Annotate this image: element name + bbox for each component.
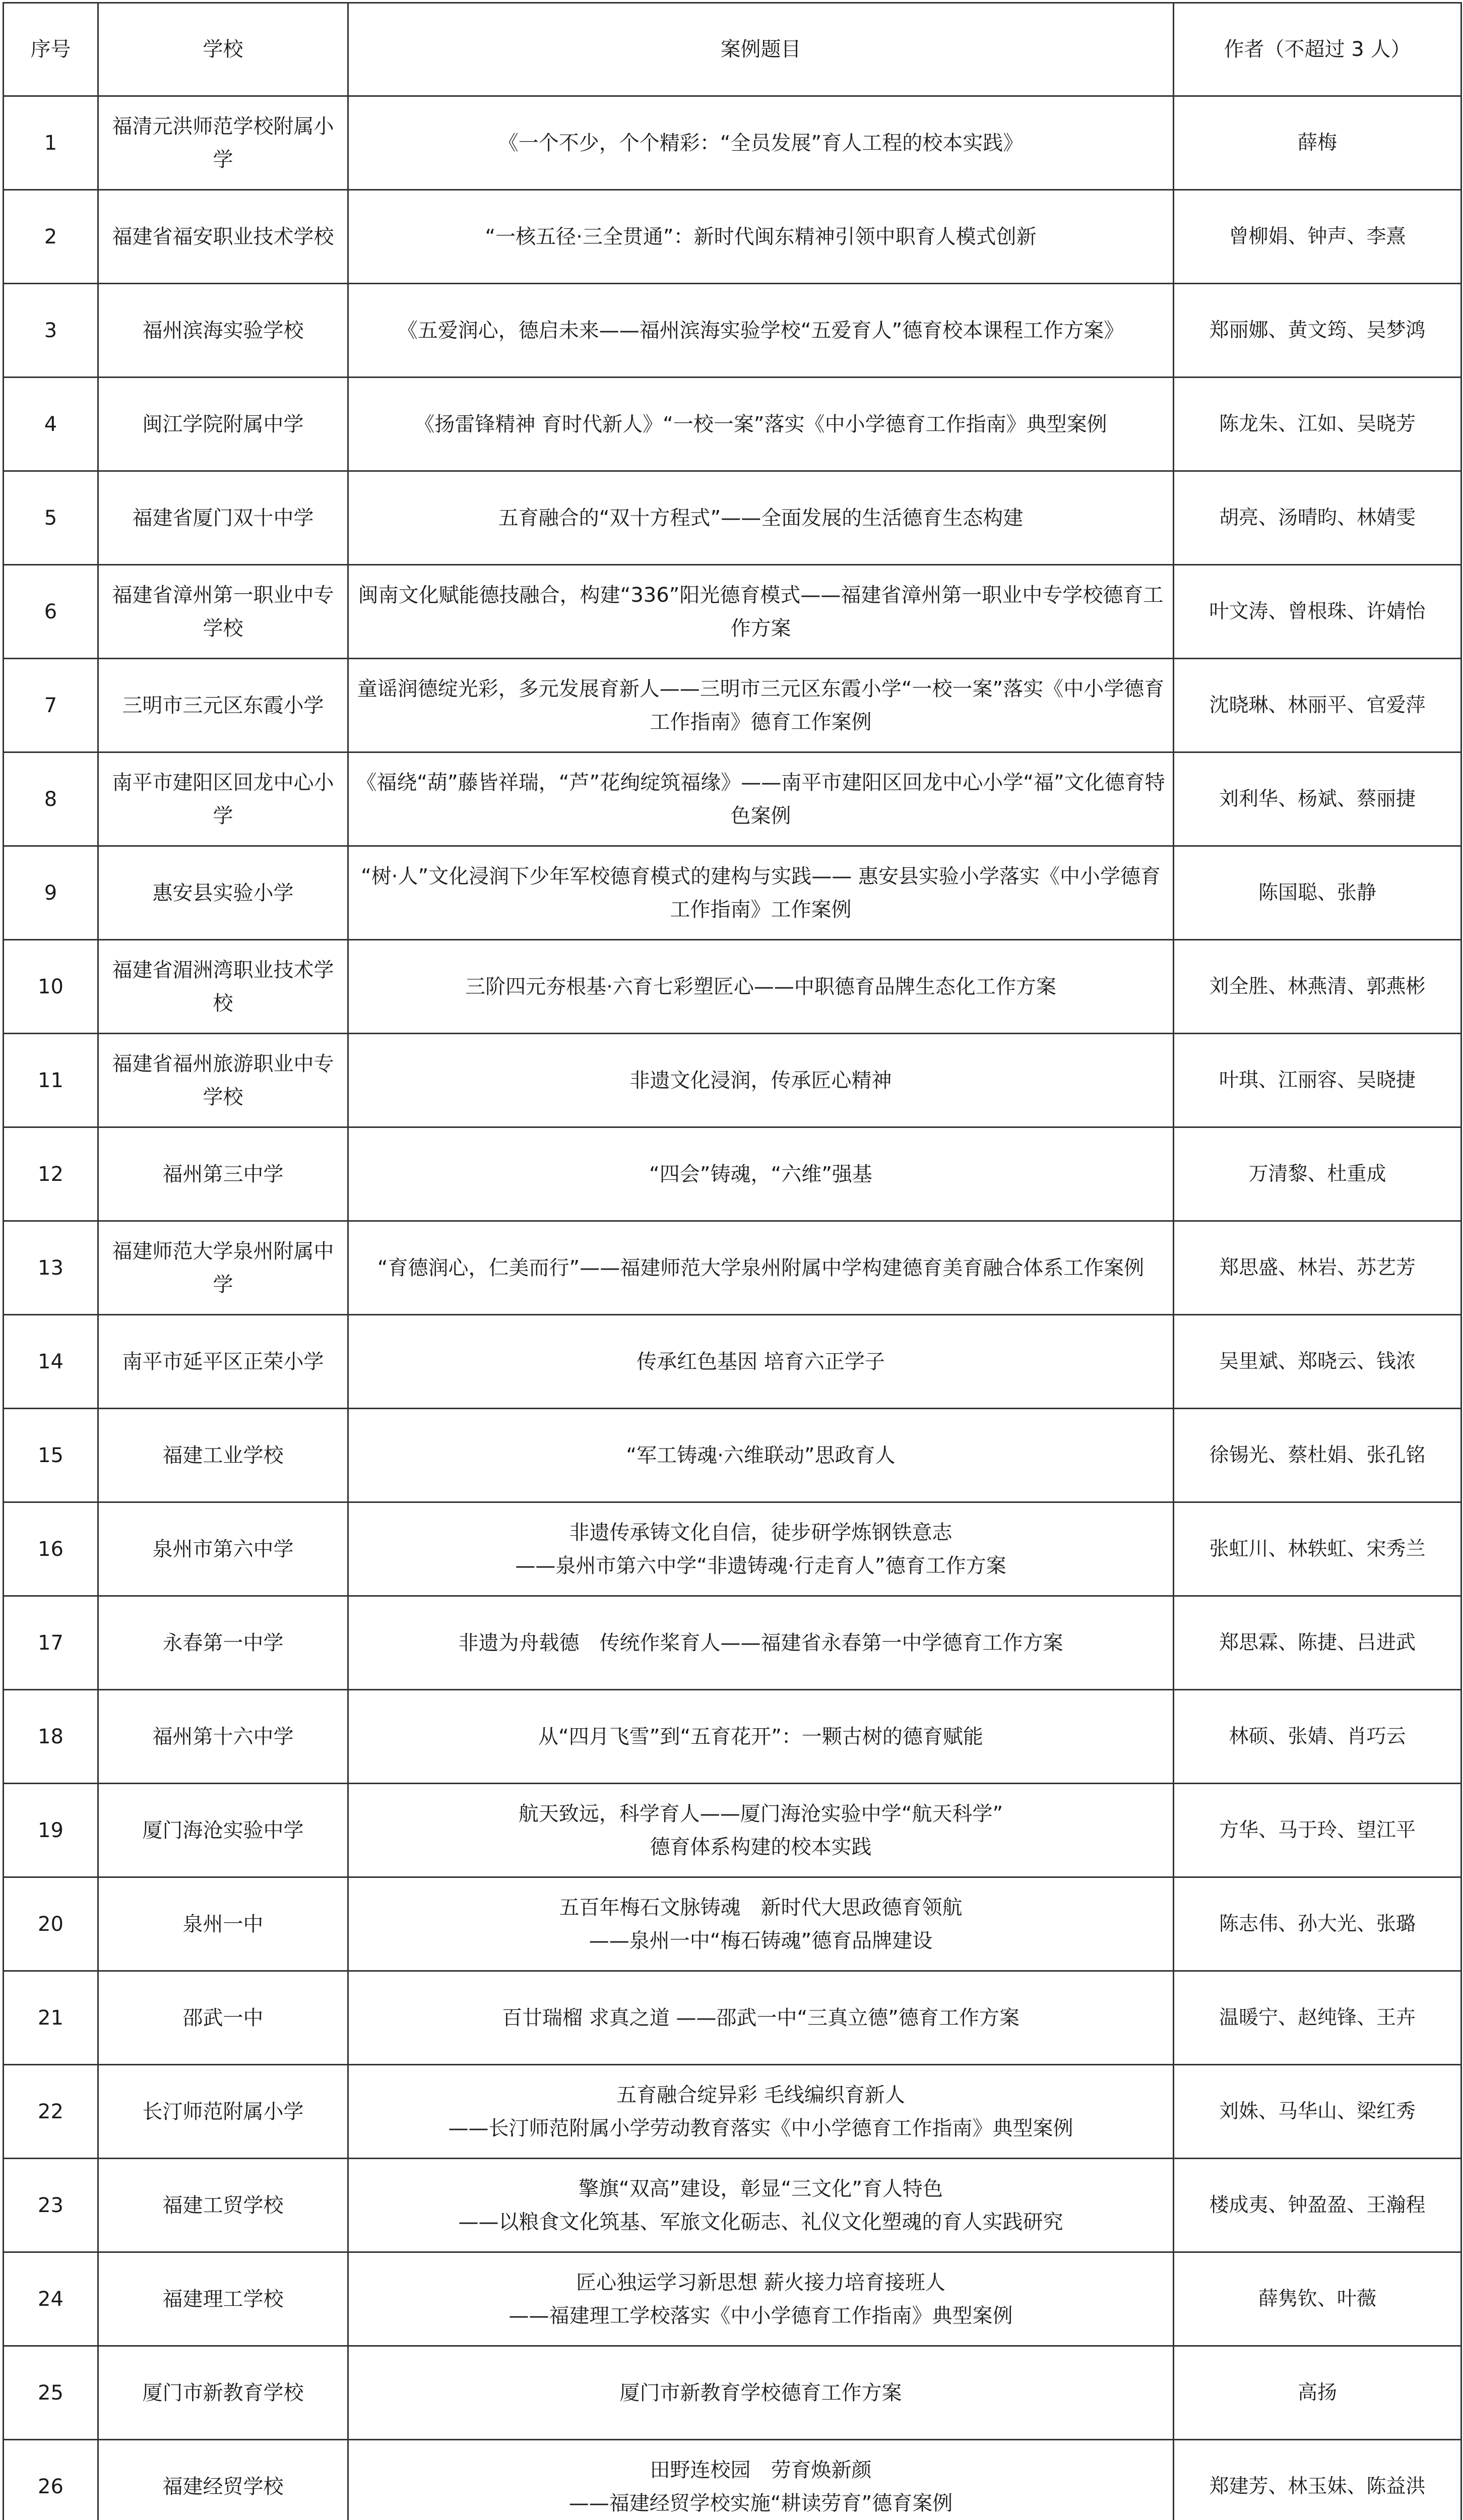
table-row (4, 2159, 1461, 2252)
row-number-cell: 22 (4, 2065, 98, 2159)
school-cell: 福建省福安职业技术学校 (98, 190, 348, 284)
case-title-cell: 非遗为舟载德 传统作桨育人——福建省永春第一中学德育工作方案 (348, 1596, 1174, 1690)
table-header-row (4, 3, 1461, 96)
row-number-cell: 11 (4, 1034, 98, 1127)
case-title-cell: 从“四月飞雪”到“五育花开”：一颗古树的德育赋能 (348, 1690, 1174, 1784)
authors-cell: 徐锡光、蔡杜娟、张孔铭 (1174, 1409, 1461, 1502)
table-row (4, 1596, 1461, 1690)
header-authors: 作者（不超过 3 人） (1174, 3, 1461, 96)
row-number-cell: 17 (4, 1596, 98, 1690)
authors-cell: 刘姝、马华山、梁红秀 (1174, 2065, 1461, 2159)
authors-cell: 薛隽钦、叶薇 (1174, 2252, 1461, 2346)
case-title-cell: “军工铸魂·六维联动”思政育人 (348, 1409, 1174, 1502)
row-number-cell: 6 (4, 565, 98, 659)
school-cell: 福清元洪师范学校附属小学 (98, 96, 348, 190)
school-cell: 邵武一中 (98, 1971, 348, 2065)
table-row (4, 752, 1461, 846)
school-cell: 南平市延平区正荣小学 (98, 1315, 348, 1409)
authors-cell: 郑思霖、陈捷、吕进武 (1174, 1596, 1461, 1690)
authors-cell: 林硕、张婧、肖巧云 (1174, 1690, 1461, 1784)
table-row (4, 96, 1461, 190)
table-row (4, 2440, 1461, 2520)
table-row (4, 659, 1461, 752)
table-row (4, 1221, 1461, 1315)
table-row (4, 377, 1461, 471)
authors-cell: 万清黎、杜重成 (1174, 1127, 1461, 1221)
table-row (4, 1409, 1461, 1502)
table-row (4, 284, 1461, 377)
header-number: 序号 (4, 3, 98, 96)
row-number-cell: 3 (4, 284, 98, 377)
row-number-cell: 25 (4, 2346, 98, 2440)
case-title-cell: 非遗文化浸润，传承匠心精神 (348, 1034, 1174, 1127)
row-number-cell: 14 (4, 1315, 98, 1409)
row-number-cell: 19 (4, 1784, 98, 1877)
school-cell: 厦门市新教育学校 (98, 2346, 348, 2440)
case-title-cell: 《一个不少，个个精彩：“全员发展”育人工程的校本实践》 (348, 96, 1174, 190)
school-cell: 厦门海沧实验中学 (98, 1784, 348, 1877)
authors-cell: 曾柳娟、钟声、李熹 (1174, 190, 1461, 284)
case-title-cell: 五育融合的“双十方程式”——全面发展的生活德育生态构建 (348, 471, 1174, 565)
table-row (4, 1690, 1461, 1784)
school-cell: 福州第三中学 (98, 1127, 348, 1221)
authors-cell: 张虹川、林轶虹、宋秀兰 (1174, 1502, 1461, 1596)
school-cell: 福建省厦门双十中学 (98, 471, 348, 565)
table-row (4, 1315, 1461, 1409)
header-school: 学校 (98, 3, 348, 96)
header-case-title: 案例题目 (348, 3, 1174, 96)
school-cell: 福建省漳州第一职业中专学校 (98, 565, 348, 659)
case-title-cell: 田野连校园 劳育焕新颜 ——福建经贸学校实施“耕读劳育”德育案例 (348, 2440, 1174, 2520)
case-title-cell: “四会”铸魂，“六维”强基 (348, 1127, 1174, 1221)
table-body (4, 96, 1461, 2520)
table-row (4, 846, 1461, 940)
authors-cell: 陈龙朱、江如、吴晓芳 (1174, 377, 1461, 471)
authors-cell: 陈志伟、孙大光、张璐 (1174, 1877, 1461, 1971)
authors-cell: 高扬 (1174, 2346, 1461, 2440)
table-row (4, 2065, 1461, 2159)
case-title-cell: “育德润心，仁美而行”——福建师范大学泉州附属中学构建德育美育融合体系工作案例 (348, 1221, 1174, 1315)
row-number-cell: 1 (4, 96, 98, 190)
case-title-cell: 五百年梅石文脉铸魂 新时代大思政德育领航 ——泉州一中“梅石铸魂”德育品牌建设 (348, 1877, 1174, 1971)
case-title-cell: 传承红色基因 培育六正学子 (348, 1315, 1174, 1409)
school-cell: 惠安县实验小学 (98, 846, 348, 940)
table-row (4, 1784, 1461, 1877)
table-row (4, 1502, 1461, 1596)
school-cell: 福建经贸学校 (98, 2440, 348, 2520)
row-number-cell: 13 (4, 1221, 98, 1315)
school-cell: 福州第十六中学 (98, 1690, 348, 1784)
table-row (4, 471, 1461, 565)
case-title-cell: 《扬雷锋精神 育时代新人》“一校一案”落实《中小学德育工作指南》典型案例 (348, 377, 1174, 471)
case-title-cell: 五育融合绽异彩 毛线编织育新人 ——长汀师范附属小学劳动教育落实《中小学德育工作指南》典型案例 (348, 2065, 1174, 2159)
row-number-cell: 21 (4, 1971, 98, 2065)
school-cell: 福建省福州旅游职业中专学校 (98, 1034, 348, 1127)
case-title-cell: 厦门市新教育学校德育工作方案 (348, 2346, 1174, 2440)
table-row (4, 2346, 1461, 2440)
school-cell: 长汀师范附属小学 (98, 2065, 348, 2159)
row-number-cell: 4 (4, 377, 98, 471)
authors-cell: 胡亮、汤晴昀、林婧雯 (1174, 471, 1461, 565)
table-row (4, 1034, 1461, 1127)
row-number-cell: 5 (4, 471, 98, 565)
row-number-cell: 16 (4, 1502, 98, 1596)
table-row (4, 940, 1461, 1034)
row-number-cell: 15 (4, 1409, 98, 1502)
table-row (4, 190, 1461, 284)
authors-cell: 沈晓琳、林丽平、官爱萍 (1174, 659, 1461, 752)
case-title-cell: 擎旗“双高”建设，彰显“三文化”育人特色 ——以粮食文化筑基、军旅文化砺志、礼仪文化塑魂的育人实践研究 (348, 2159, 1174, 2252)
authors-cell: 叶文涛、曾根珠、许婧怡 (1174, 565, 1461, 659)
school-cell: 福州滨海实验学校 (98, 284, 348, 377)
table-row (4, 1971, 1461, 2065)
school-cell: 泉州市第六中学 (98, 1502, 348, 1596)
authors-cell: 郑建芳、林玉妹、陈益洪 (1174, 2440, 1461, 2520)
authors-cell: 刘全胜、林燕清、郭燕彬 (1174, 940, 1461, 1034)
row-number-cell: 18 (4, 1690, 98, 1784)
school-cell: 福建理工学校 (98, 2252, 348, 2346)
table-row (4, 1127, 1461, 1221)
row-number-cell: 23 (4, 2159, 98, 2252)
case-list-table (3, 2, 1462, 2520)
row-number-cell: 20 (4, 1877, 98, 1971)
case-title-cell: 闽南文化赋能德技融合，构建“336”阳光德育模式——福建省漳州第一职业中专学校德育工作方案 (348, 565, 1174, 659)
authors-cell: 薛梅 (1174, 96, 1461, 190)
case-title-cell: 三阶四元夯根基·六育七彩塑匠心——中职德育品牌生态化工作方案 (348, 940, 1174, 1034)
school-cell: 三明市三元区东霞小学 (98, 659, 348, 752)
school-cell: 泉州一中 (98, 1877, 348, 1971)
row-number-cell: 10 (4, 940, 98, 1034)
authors-cell: 陈国聪、张静 (1174, 846, 1461, 940)
table-row (4, 2252, 1461, 2346)
case-title-cell: 《五爱润心，德启未来——福州滨海实验学校“五爱育人”德育校本课程工作方案》 (348, 284, 1174, 377)
row-number-cell: 24 (4, 2252, 98, 2346)
authors-cell: 郑丽娜、黄文筠、吴梦鸿 (1174, 284, 1461, 377)
school-cell: 南平市建阳区回龙中心小学 (98, 752, 348, 846)
case-list-table-container (3, 2, 1462, 2520)
authors-cell: 楼成夷、钟盈盈、王瀚程 (1174, 2159, 1461, 2252)
school-cell: 福建工贸学校 (98, 2159, 348, 2252)
case-title-cell: 百廿瑞榴 求真之道 ——邵武一中“三真立德”德育工作方案 (348, 1971, 1174, 2065)
case-title-cell: 非遗传承铸文化自信，徒步研学炼钢铁意志 ——泉州市第六中学“非遗铸魂·行走育人”德育工作方案 (348, 1502, 1174, 1596)
school-cell: 永春第一中学 (98, 1596, 348, 1690)
case-title-cell: “一核五径·三全贯通”：新时代闽东精神引领中职育人模式创新 (348, 190, 1174, 284)
authors-cell: 叶琪、江丽容、吴晓捷 (1174, 1034, 1461, 1127)
school-cell: 福建省湄洲湾职业技术学校 (98, 940, 348, 1034)
case-title-cell: 童谣润德绽光彩，多元发展育新人——三明市三元区东霞小学“一校一案”落实《中小学德育工作指南》德育工作案例 (348, 659, 1174, 752)
case-title-cell: 匠心独运学习新思想 薪火接力培育接班人 ——福建理工学校落实《中小学德育工作指南》典型案例 (348, 2252, 1174, 2346)
row-number-cell: 12 (4, 1127, 98, 1221)
case-title-cell: “树·人”文化浸润下少年军校德育模式的建构与实践—— 惠安县实验小学落实《中小学德育工作指南》工作案例 (348, 846, 1174, 940)
school-cell: 福建师范大学泉州附属中学 (98, 1221, 348, 1315)
case-title-cell: 航天致远，科学育人——厦门海沧实验中学“航天科学” 德育体系构建的校本实践 (348, 1784, 1174, 1877)
authors-cell: 温暖宁、赵纯锋、王卉 (1174, 1971, 1461, 2065)
authors-cell: 吴里斌、郑晓云、钱浓 (1174, 1315, 1461, 1409)
authors-cell: 方华、马于玲、望江平 (1174, 1784, 1461, 1877)
row-number-cell: 8 (4, 752, 98, 846)
school-cell: 闽江学院附属中学 (98, 377, 348, 471)
row-number-cell: 26 (4, 2440, 98, 2520)
row-number-cell: 7 (4, 659, 98, 752)
row-number-cell: 2 (4, 190, 98, 284)
row-number-cell: 9 (4, 846, 98, 940)
authors-cell: 郑思盛、林岩、苏艺芳 (1174, 1221, 1461, 1315)
case-title-cell: 《福绕“葫”藤皆祥瑞，“芦”花绚绽筑福缘》——南平市建阳区回龙中心小学“福”文化德育特色案例 (348, 752, 1174, 846)
school-cell: 福建工业学校 (98, 1409, 348, 1502)
authors-cell: 刘利华、杨斌、蔡丽捷 (1174, 752, 1461, 846)
table-row (4, 1877, 1461, 1971)
table-row (4, 565, 1461, 659)
